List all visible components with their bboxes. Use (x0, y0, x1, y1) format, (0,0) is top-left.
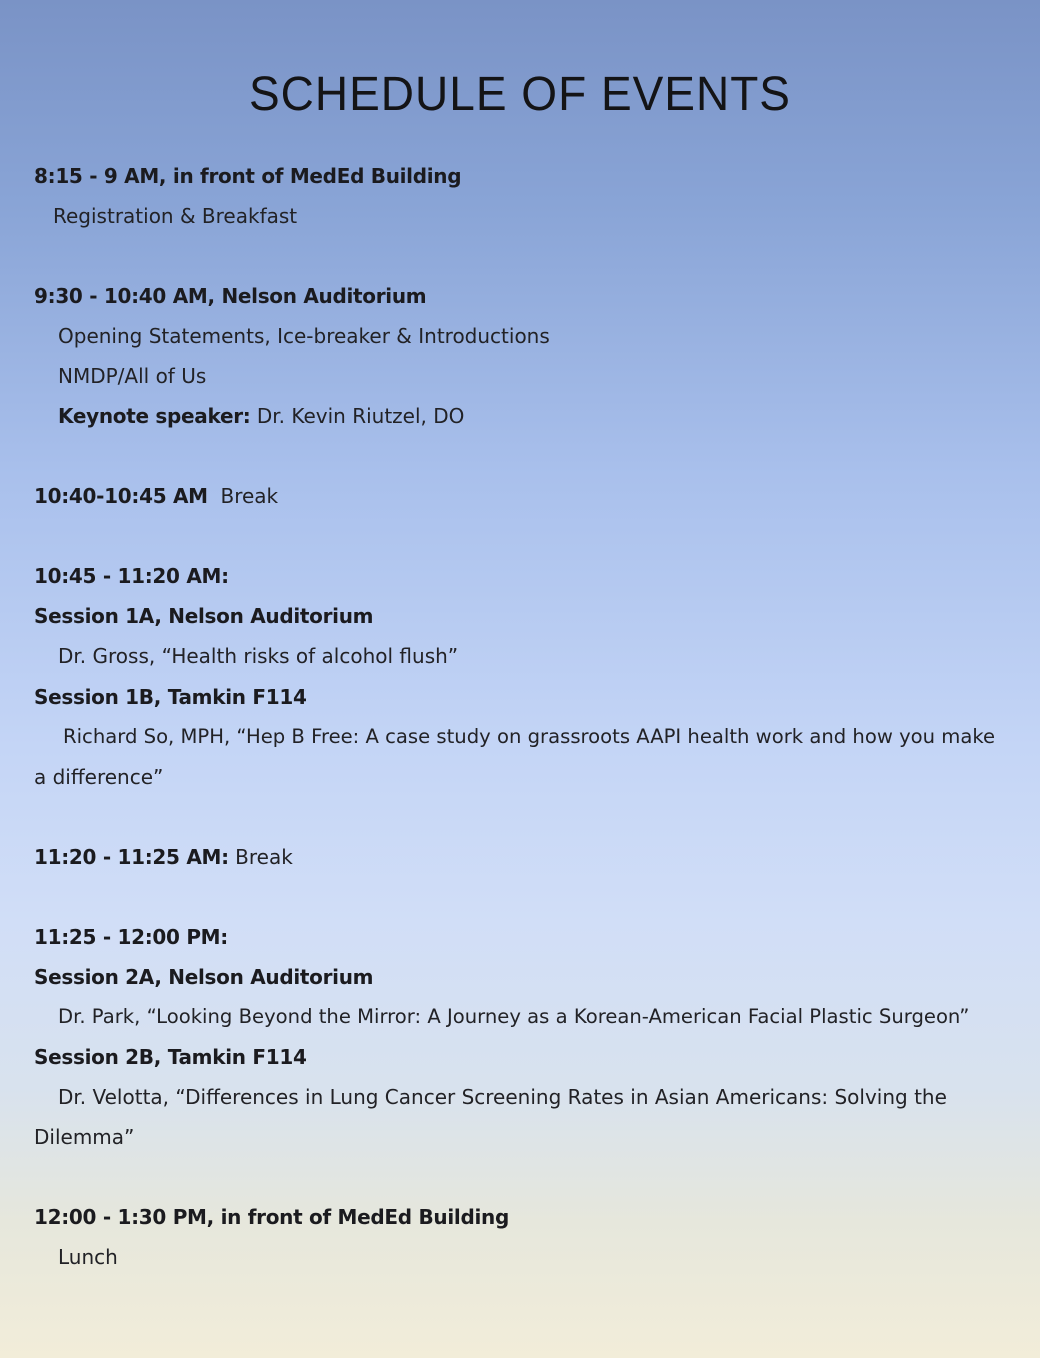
session-2b-talk-line2: Dilemma” (34, 1125, 135, 1149)
break-label-2: Break (228, 845, 293, 869)
time-slot-3: 10:40-10:45 AM (34, 484, 208, 508)
session-2a-heading: Session 2A, Nelson Auditorium (34, 965, 374, 989)
time-slot-6: 11:25 - 12:00 PM: (34, 925, 228, 949)
event-nmdp: NMDP/All of Us (58, 364, 207, 388)
session-1b-heading: Session 1B, Tamkin F114 (34, 685, 307, 709)
event-lunch: Lunch (58, 1245, 118, 1269)
time-slot-5: 11:20 - 11:25 AM: (34, 845, 229, 869)
keynote-line (58, 396, 1010, 436)
session-2b-heading: Session 2B, Tamkin F114 (34, 1045, 307, 1069)
time-slot-7: 12:00 - 1:30 PM, in front of MedEd Building (34, 1205, 509, 1229)
session-2a-talk: Dr. Park, “Looking Beyond the Mirror: A Journey as a Korean-American Facial Plastic Surgeon” (58, 1005, 970, 1028)
keynote-label: Keynote speaker: (58, 404, 251, 428)
time-slot-1: 8:15 - 9 AM, in front of MedEd Building (34, 164, 462, 188)
break-line-1 (34, 476, 1010, 516)
break-label-1: Break (207, 484, 279, 508)
session-1a-heading: Session 1A, Nelson Auditorium (34, 604, 374, 628)
session-1b-talk-line1: Richard So, MPH, “Hep B Free: A case study on grassroots AAPI health work and how you make (63, 725, 996, 748)
event-opening: Opening Statements, Ice-breaker & Introductions (58, 324, 550, 348)
time-slot-2: 9:30 - 10:40 AM, Nelson Auditorium (34, 284, 427, 308)
time-slot-4: 10:45 - 11:20 AM: (34, 564, 229, 588)
session-2b-talk-line1: Dr. Velotta, “Differences in Lung Cancer Screening Rates in Asian Americans: Solving the (58, 1085, 947, 1109)
session-1b-talk-line2: a difference” (34, 765, 164, 789)
break-line-2 (34, 837, 1010, 877)
event-registration: Registration & Breakfast (53, 204, 298, 228)
page-title: SCHEDULE OF EVENTS (249, 65, 791, 121)
session-1a-talk: Dr. Gross, “Health risks of alcohol flush” (58, 644, 459, 668)
keynote-speaker: Dr. Kevin Riutzel, DO (250, 404, 465, 428)
